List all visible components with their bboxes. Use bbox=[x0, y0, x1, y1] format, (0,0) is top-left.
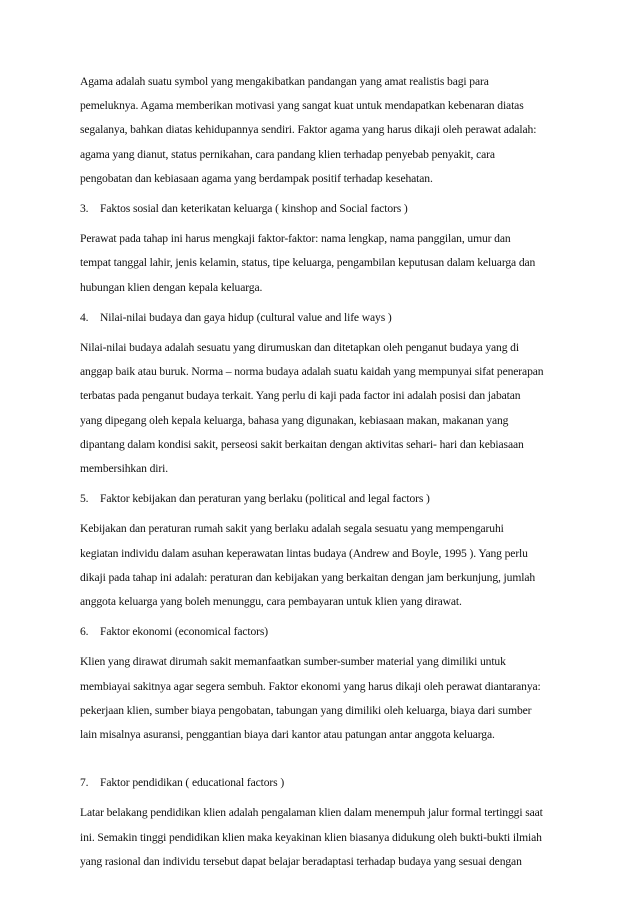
paragraph-section-3 bbox=[80, 227, 562, 300]
section-number: 4. bbox=[80, 310, 89, 324]
section-number: 7. bbox=[80, 776, 89, 790]
section-number: 6. bbox=[80, 625, 89, 639]
paragraph-line: yang dipegang oleh kepala keluarga, bahasa yang digunakan, kebiasaan makan, makanan yang bbox=[80, 413, 509, 427]
paragraph-line: hubungan klien dengan kepala keluarga. bbox=[80, 280, 263, 294]
paragraph-line: agama yang dianut, status pernikahan, cara pandang klien terhadap penyebab penyakit, cara bbox=[80, 147, 495, 161]
paragraph-line: yang rasional dan individu tersebut dapat belajar beradaptasi terhadap budaya yang sesuai dengan bbox=[80, 854, 522, 868]
section-heading-5 bbox=[80, 487, 562, 511]
section-number: 5. bbox=[80, 492, 89, 506]
section-heading-4 bbox=[80, 306, 562, 330]
section-heading-3 bbox=[80, 197, 562, 221]
paragraph-line: Perawat pada tahap ini harus mengkaji faktor-faktor: nama lengkap, nama panggilan, umur dan bbox=[80, 232, 511, 246]
paragraph-line: Kebijakan dan peraturan rumah sakit yang berlaku adalah segala sesuatu yang mempengaruhi bbox=[80, 522, 504, 536]
paragraph-line: dipantang dalam kondisi sakit, perseosi sakit berkaitan dengan aktivitas sehari- hari dan kebiasaan bbox=[80, 437, 524, 451]
paragraph-line: anggota keluarga yang boleh menunggu, cara pembayaran untuk klien yang dirawat. bbox=[80, 595, 462, 609]
paragraph-line: kegiatan individu dalam asuhan keperawatan lintas budaya (Andrew and Boyle, 1995 ). Yang perlu bbox=[80, 546, 528, 560]
paragraph-line: ini. Semakin tinggi pendidikan klien maka keyakinan klien biasanya didukung oleh bukti-bukti ilmiah bbox=[80, 830, 542, 844]
paragraph-line: Nilai-nilai budaya adalah sesuatu yang dirumuskan dan ditetapkan oleh penganut budaya yang di bbox=[80, 341, 519, 355]
section-heading-7 bbox=[80, 771, 562, 795]
paragraph-line: pekerjaan klien, sumber biaya pengobatan, tabungan yang dimiliki oleh keluarga, biaya dari sumber bbox=[80, 703, 532, 717]
section-title: Faktor pendidikan ( educational factors ) bbox=[100, 776, 285, 790]
section-title: Faktor ekonomi (economical factors) bbox=[100, 625, 269, 639]
paragraph-section-4 bbox=[80, 336, 562, 481]
paragraph-line: tempat tanggal lahir, jenis kelamin, status, tipe keluarga, pengambilan keputusan dalam keluarga dan bbox=[80, 256, 536, 270]
paragraph-agama bbox=[80, 70, 562, 191]
paragraph-line: terbatas pada penganut budaya terkait. Yang perlu di kaji pada factor ini adalah posisi dan jabatan bbox=[80, 389, 521, 403]
section-title: Faktos sosial dan keterikatan keluarga ( kinshop and Social factors ) bbox=[100, 202, 408, 216]
document-body bbox=[80, 70, 562, 874]
section-title: Faktor kebijakan dan peraturan yang berlaku (political and legal factors ) bbox=[100, 492, 430, 506]
paragraph-line: membersihkan diri. bbox=[80, 462, 168, 476]
paragraph-line: pemeluknya. Agama memberikan motivasi yang sangat kuat untuk mendapatkan kebenaran diatas bbox=[80, 99, 524, 113]
paragraph-line: membiayai sakitnya agar segera sembuh. Faktor ekonomi yang harus dikaji oleh perawat diantaranya: bbox=[80, 679, 541, 693]
paragraph-line: dikaji pada tahap ini adalah: peraturan dan kebijakan yang berkaitan dengan jam berkunjung, jumlah bbox=[80, 570, 536, 584]
paragraph-section-5 bbox=[80, 517, 562, 614]
paragraph-line: anggap baik atau buruk. Norma – norma budaya adalah suatu kaidah yang mempunyai sifat penerapan bbox=[80, 365, 544, 379]
section-heading-6 bbox=[80, 620, 562, 644]
paragraph-section-7 bbox=[80, 801, 562, 874]
paragraph-section-6 bbox=[80, 650, 562, 747]
paragraph-line: Klien yang dirawat dirumah sakit memanfaatkan sumber-sumber material yang dimiliki untuk bbox=[80, 655, 506, 669]
section-title: Nilai-nilai budaya dan gaya hidup (cultural value and life ways ) bbox=[100, 310, 392, 324]
paragraph-line: segalanya, bahkan diatas kehidupannya sendiri. Faktor agama yang harus dikaji oleh perawat adalah: bbox=[80, 123, 537, 137]
paragraph-line: pengobatan dan kebiasaan agama yang berdampak positif terhadap kesehatan. bbox=[80, 171, 433, 185]
section-number: 3. bbox=[80, 202, 89, 216]
paragraph-line: Agama adalah suatu symbol yang mengakibatkan pandangan yang amat realistis bagi para bbox=[80, 75, 489, 88]
paragraph-line: lain misalnya asuransi, penggantian biaya dari kantor atau patungan antar anggota keluarga. bbox=[80, 728, 495, 742]
paragraph-line: Latar belakang pendidikan klien adalah pengalaman klien dalam menempuh jalur formal tertinggi saat bbox=[80, 806, 543, 820]
